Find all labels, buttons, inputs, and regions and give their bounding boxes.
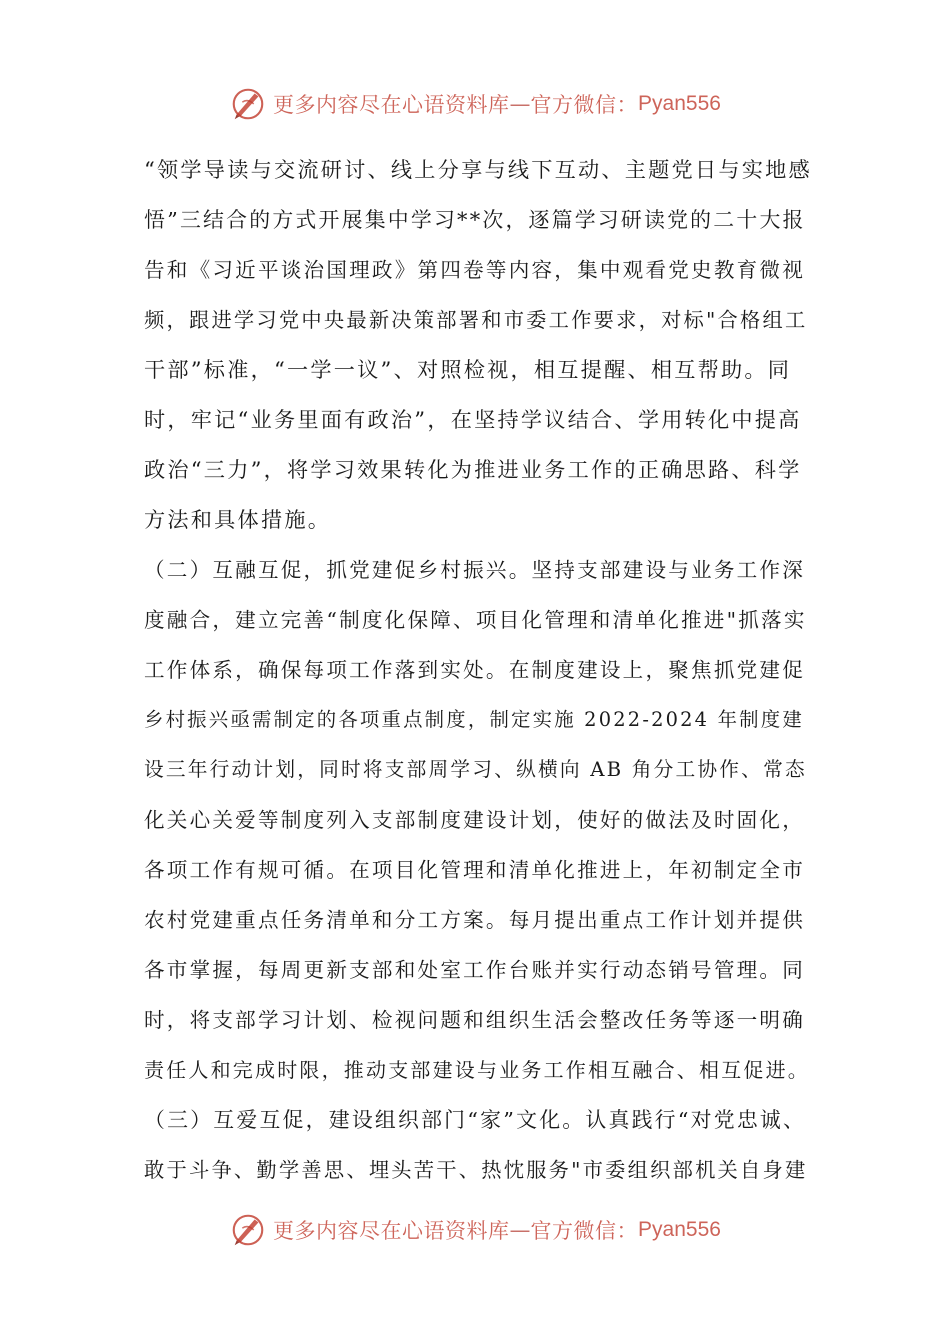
text-line: 频，跟进学习党中央最新决策部署和市委工作要求，对标"合格组工: [144, 308, 808, 332]
watermark-text: 更多内容尽在心语资料库: [273, 93, 510, 117]
text-line: “领学导读与交流研讨、线上分享与线下互动、主题党日与实地感: [144, 157, 812, 182]
watermark-suffix: 官方微信：: [530, 1219, 639, 1243]
pen-logo-icon: [229, 1211, 267, 1249]
footer-watermark: [0, 1208, 950, 1252]
text-line: 度融合，建立完善“制度化保障、项目化管理和清单化推进"抓落实: [144, 608, 807, 632]
text-line: 乡村振兴亟需制定的各项重点制度，制定实施 2022-2024 年制度建: [144, 708, 804, 731]
watermark-separator: —: [509, 1218, 531, 1242]
text-line: 悟”三结合的方式开展集中学习**次，逐篇学习研读党的二十大报: [144, 208, 806, 232]
header-watermark: [0, 82, 950, 126]
text-line: 政治“三力”，将学习效果转化为推进业务工作的正确思路、科学: [144, 457, 802, 482]
text-line: 时，牢记“业务里面有政治”，在坚持学议结合、学用转化中提高: [144, 407, 802, 432]
text-line: 化关心关爱等制度列入支部制度建设计划，使好的做法及时固化，: [144, 808, 806, 832]
document-body: [144, 145, 812, 1195]
section-heading-line: （二）互融互促，抓党建促乡村振兴。坚持支部建设与业务工作深: [144, 558, 806, 582]
text-line: 农村党建重点任务清单和分工方案。每月提出重点工作计划并提供: [144, 908, 806, 932]
text-line: 各项工作有规可循。在项目化管理和清单化推进上，年初制定全市: [144, 858, 806, 882]
section-heading-line: （三）互爱互促，建设组织部门“家”文化。认真践行“对党忠诚、: [144, 1108, 807, 1132]
text-line: 各市掌握，每周更新支部和处室工作台账并实行动态销号管理。同: [144, 958, 806, 982]
text-line: 敢于斗争、勤学善思、埋头苦干、热忱服务"市委组织部机关自身建: [144, 1158, 808, 1182]
text-line: 责任人和完成时限，推动支部建设与业务工作相互融合、相互促进。: [144, 1058, 810, 1082]
watermark-wechat-id: Pyan556: [638, 1218, 721, 1241]
watermark-text: 更多内容尽在心语资料库: [273, 1219, 510, 1243]
pen-logo-icon: [229, 85, 267, 123]
watermark-separator: —: [509, 92, 531, 116]
text-line: 时，将支部学习计划、检视问题和组织生活会整改任务等逐一明确: [144, 1008, 806, 1032]
watermark-suffix: 官方微信：: [530, 93, 639, 117]
text-line: 方法和具体措施。: [144, 507, 332, 532]
text-line: 告和《习近平谈治国理政》第四卷等内容，集中观看党史教育微视: [144, 258, 806, 282]
text-line: 设三年行动计划，同时将支部周学习、纵横向 AB 角分工协作、常态: [144, 758, 807, 781]
watermark-wechat-id: Pyan556: [638, 92, 721, 115]
text-line: 工作体系，确保每项工作落到实处。在制度建设上，聚焦抓党建促: [144, 658, 806, 682]
text-line: 干部”标准，“一学一议”、对照检视，相互提醒、相互帮助。同: [144, 357, 792, 382]
